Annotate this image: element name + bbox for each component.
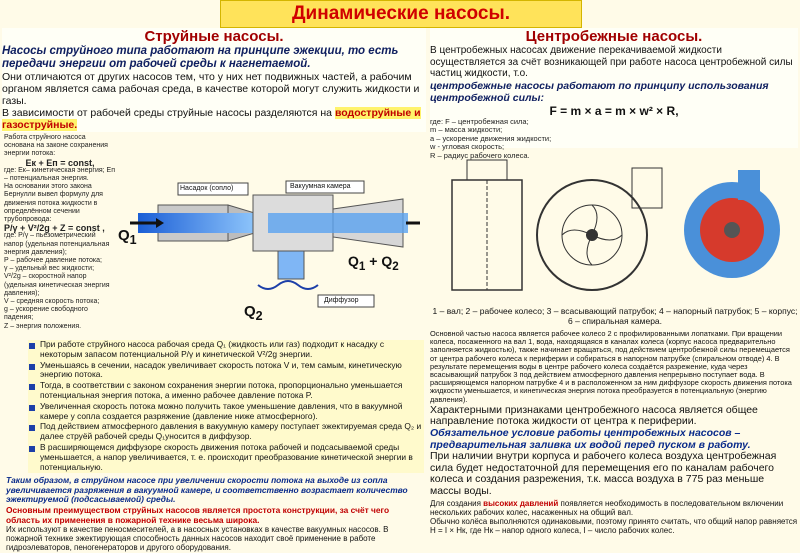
formula-bernoulli: P/γ + V²/2g + Z = const , bbox=[4, 223, 105, 234]
q1-sub: 1 bbox=[129, 233, 137, 247]
cutaway-outlet bbox=[738, 170, 760, 200]
centrifugal-p7: Обычно колёса выполняются одинаковыми, поэтому принято считать, что общий напор равняется H = I × Hк, где Hк – напор одного колеса, I – число рабочих колес. bbox=[430, 516, 798, 535]
vacuum-label: Вакуумная камера bbox=[290, 183, 351, 190]
nozzle-label: Насадок (сопло) bbox=[180, 185, 234, 192]
jet-pumps-intro bbox=[2, 28, 426, 132]
bullet-6: В расширяющемся диффузоре скорость движения потока рабочей и подсасываемой среды уменьшается, а напор увеличивается, т. е. происходит преобразование кинетической энергии в потенциальную. bbox=[28, 443, 424, 472]
jet-p1: Они отличаются от других насосов тем, что у них нет подвижных частей, а рабочим органом является сама рабочая среда, в качестве которой могут служить жидкости и газы. bbox=[2, 71, 420, 107]
var-2: m – масса жидкости; bbox=[430, 125, 503, 135]
p6-start: Для создания bbox=[430, 498, 481, 508]
centrifugal-p1: В центробежных насосах движение перекачиваемой жидкости осуществляется за счёт возникающей при работе насоса центробежной силы частиц жидкости, т.о. bbox=[430, 45, 793, 79]
centrifugal-p3: Характерными признаками центробежного насоса является общее направление потока жидкости от центра к периферии. bbox=[430, 403, 758, 428]
var-4: w - угловая скорость; bbox=[430, 142, 505, 152]
side-s10: Z – энергия положения. bbox=[4, 322, 82, 330]
centrifugal-intro bbox=[430, 28, 798, 160]
jet-advantage: Основным преимуществом струйных насосов является простота конструкции, за счёт чего область их применения в пожарной технике весьма широка. bbox=[6, 505, 390, 525]
var-3: a – ускорение движения жидкости; bbox=[430, 133, 552, 143]
side-s5: P – рабочее давление потока; bbox=[4, 257, 102, 265]
var-1: где: F – центробежная сила; bbox=[430, 116, 529, 126]
side-s4: где: P/γ – пьезометрический напор (удельная потенциальная энергия давления); bbox=[4, 232, 110, 256]
jet-p2-highlight: водоструйные и газоструйные. bbox=[2, 107, 421, 131]
centrifugal-p2: Основной частью насоса является рабочее колесо 2 с профилированными лопатками. При вращении колеса, посаженного на вал 1, вода, находящаяся в каналах колеса (корпус насоса предварительно заполняется жидкостью), также начинает вращаться, под действием центробежной силы перемещается от центра рабочего колеса к периферии и собираться в напорном патрубке (спиральном отводе) 4. В результате перемещения воды в центре рабочего колеса создаётся разрежение, куда через всасывающий патрубок 3 под действием атмосферного давления непрерывно поступает вода. В расширяющемся напорном патрубке 4 и в расположенном за ним диффузоре скорость движения потока жидкости уменьшается, и кинетическая энергия потока преобразуется в потенциальную (энергию давления). bbox=[430, 329, 792, 404]
q12-plus: + Q bbox=[365, 253, 393, 269]
q12-label bbox=[348, 253, 399, 273]
side-s7: V²/2g – скоростной напор (удельная кинетическая энергия давления); bbox=[4, 273, 110, 297]
q12-sub2: 2 bbox=[392, 259, 399, 273]
q1-label bbox=[118, 227, 137, 247]
var-5: R – радиус рабочего колеса. bbox=[430, 150, 530, 160]
side-s8: V – средняя скорость потока; bbox=[4, 298, 100, 306]
bernoulli-column bbox=[4, 134, 116, 334]
formula-energy: Eк + Eп = const, bbox=[25, 157, 95, 168]
q2-sub: 2 bbox=[255, 309, 263, 323]
q1-letter: Q bbox=[118, 227, 130, 244]
diffuser-label: Диффузор bbox=[324, 297, 359, 304]
bullet-4: Увеличенная скорость потока можно получить такое уменьшение давления, что в вакуумной камере у сопла создается разряжение (давление ниже атмосферного). bbox=[28, 402, 424, 422]
q2-label bbox=[244, 303, 263, 323]
jet-p2-text: В зависимости от рабочей среды струйные насосы разделяются на bbox=[2, 107, 333, 119]
mixed-flow bbox=[268, 213, 408, 233]
bullet-5: Под действием атмосферного давления в вакуумную камеру поступает эжектируемая среда Q₂ и далее струёй рабочей среды Q₁уносится в диффузор. bbox=[28, 422, 424, 442]
centrifugal-drawings bbox=[432, 150, 798, 308]
side-s6: γ – удельный вес жидкости; bbox=[4, 265, 95, 273]
jet-lead: Насосы струйного типа работают на принципе эжекции, то есть передачи энергии от рабочей среды к нагнетаемой. bbox=[2, 45, 399, 70]
jet-heading: Струйные насосы. bbox=[144, 28, 284, 45]
page-title: Динамические насосы. bbox=[220, 0, 582, 28]
suction-wave bbox=[258, 281, 318, 289]
centrifugal-lead: центробежные насосы работают по принципу использования центробежной силы: bbox=[430, 79, 769, 104]
section-outlet bbox=[467, 160, 507, 180]
centrifugal-formula: F = m × a = m × w² × R, bbox=[549, 103, 679, 118]
jet-bullets bbox=[28, 340, 424, 473]
p6-highlight: высоких давлений bbox=[483, 498, 559, 508]
q12-sub1: 1 bbox=[358, 259, 366, 273]
centrifugal-p4: Обязательное условие работы центробежных насосов – предварительная заливка их водой перед пуском в работу. bbox=[430, 427, 751, 451]
side-s2: где: Eк– кинетическая энергия; Eп – потенциальная энергия. bbox=[4, 166, 116, 183]
bullet-3: Тогда, в соответствии с законом сохранения энергии потока, пропорционально уменьшается потенциальная энергия потока, а именно рабочее давление потока P. bbox=[28, 381, 424, 401]
side-s1: Работа струйного насоса основана на законе сохранения энергии потока: bbox=[4, 134, 108, 158]
centrifugal-body bbox=[430, 330, 798, 535]
q12-letter: Q bbox=[348, 253, 359, 269]
p6-end: появляется необходимость в последовательном включении нескольких рабочих колес, насаженных на общий вал. bbox=[430, 498, 784, 517]
figure-caption: 1 – вал; 2 – рабочее колесо; 3 – всасывающий патрубок; 4 – напорный патрубок; 5 – корпус; 6 – спиральная камера. bbox=[432, 306, 798, 326]
jet-use: Их используют в качестве пеносмесителей, а в насосных установках в качестве вакуумных насосов. В пожарной технике эжектирующая способность данных насосов находит своё применение в работе гидроэлеваторов, пеногенераторов и другого оборудования. bbox=[6, 525, 389, 553]
centrifugal-heading: Центробежные насосы. bbox=[525, 28, 703, 45]
jet-conclusion: Таким образом, в струйном насосе при увеличении скорости потока на выходе из сопла увеличивается разряжения в вакуумной камере, и соответственно возрастает количество эжектируемой (подсасываемой) среды. bbox=[6, 475, 408, 504]
bullet-1: При работе струйного насоса рабочая среда Q₁ (жидкость или газ) подходит к насадку с некоторым запасом потенциальной P/γ и кинетической V²/2g энергии. bbox=[28, 340, 424, 360]
cutaway-shaft bbox=[724, 222, 740, 238]
q2-letter: Q bbox=[244, 303, 256, 320]
centrifugal-svg bbox=[432, 150, 798, 308]
side-s3: На основании этого закона Бернулли вывел формулу для движения потока жидкости в определённом сечении трубопровода: bbox=[4, 183, 103, 224]
bullet-2: Уменьшаясь в сечении, насадок увеличивает скорость потока V и, тем самым, кинетическую энергию потока. bbox=[28, 361, 424, 381]
jet-p2 bbox=[2, 107, 426, 131]
jet-pump-diagram bbox=[118, 175, 426, 335]
centrifugal-p5: При наличии внутри корпуса и рабочего колеса воздуха центробежная сила будет недостаточной для перемещения его по каналам рабочего колеса и создания разрежения, т.к. масса воздуха в 775 раз меньше массы воды. bbox=[430, 450, 777, 497]
suction-pipe bbox=[278, 251, 304, 279]
centrifugal-p6 bbox=[430, 499, 798, 517]
side-s9: g – ускорение свободного падения; bbox=[4, 306, 88, 322]
